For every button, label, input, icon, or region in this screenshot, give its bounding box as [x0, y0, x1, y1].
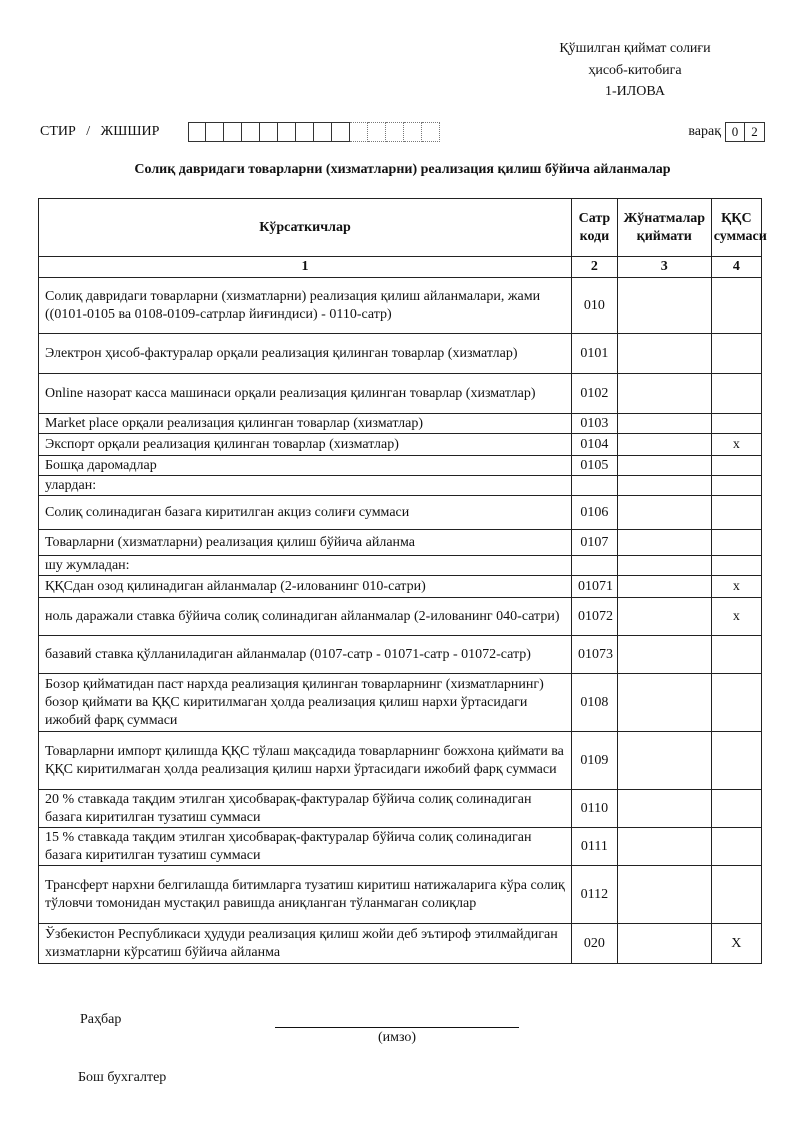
stir-digit-box[interactable]: [332, 122, 350, 142]
row-indicator: 20 % ставкада тақдим этилган ҳисобварақ-фактуралар бўйича солиқ солинадиган базага киритилган тузатиш суммаси: [39, 790, 572, 828]
table-row: [39, 790, 762, 828]
row-code: 0102: [571, 374, 617, 414]
row-vat-cell[interactable]: x: [711, 576, 761, 598]
row-code: 0105: [571, 456, 617, 476]
row-vat-cell[interactable]: [711, 496, 761, 530]
row-indicator: Электрон ҳисоб-фактуралар орқали реализация қилинган товарлар (хизматлар): [39, 334, 572, 374]
table-row: [39, 476, 762, 496]
stir-row: [40, 122, 765, 144]
row-indicator: ҚҚСдан озод қилинадиган айланмалар (2-илованинг 010-сатри): [39, 576, 572, 598]
sheet-digit-1[interactable]: 0: [725, 122, 745, 142]
row-vat-cell[interactable]: [711, 374, 761, 414]
row-vat-cell[interactable]: [711, 674, 761, 732]
table-row: [39, 456, 762, 476]
row-vat-cell[interactable]: x: [711, 598, 761, 636]
header-indicators: Кўрсаткичлар: [39, 199, 572, 257]
page-title: Солиқ давридаги товарларни (хизматларни) реализация қилиш бўйича айланмалар: [134, 162, 671, 177]
row-vat-cell[interactable]: X: [711, 924, 761, 964]
stir-digit-box[interactable]: [260, 122, 278, 142]
row-indicator: 15 % ставкада тақдим этилган ҳисобварақ-фактуралар бўйича солиқ солинадиган базага киритилган тузатиш суммаси: [39, 828, 572, 866]
row-total-value-cell[interactable]: [617, 674, 711, 732]
row-vat-cell[interactable]: [711, 732, 761, 790]
stir-digit-box[interactable]: [314, 122, 332, 142]
row-total-value-cell[interactable]: [617, 636, 711, 674]
row-total-value-cell[interactable]: [617, 732, 711, 790]
row-indicator: Market place орқали реализация қилинган товарлар (хизматлар): [39, 414, 572, 434]
row-vat-cell[interactable]: [711, 790, 761, 828]
row-total-value-cell[interactable]: [617, 278, 711, 334]
row-vat-cell[interactable]: [711, 636, 761, 674]
row-vat-cell[interactable]: [711, 456, 761, 476]
table-row: [39, 334, 762, 374]
head-signatory-label: Раҳбар: [80, 1012, 122, 1027]
row-total-value-cell[interactable]: [617, 598, 711, 636]
table-row: [39, 636, 762, 674]
table-row: [39, 530, 762, 556]
row-code: 0107: [571, 530, 617, 556]
table-row: [39, 414, 762, 434]
column-number: 1: [39, 257, 572, 278]
row-code: 020: [571, 924, 617, 964]
row-indicator: ноль даражали ставка бўйича солиқ солинадиган айланмалар (2-илованинг 040-сатри): [39, 598, 572, 636]
row-indicator: Ўзбекистон Республикаси ҳудуди реализация қилиш жойи деб эътироф этилмайдиган хизматларни кўрсатиш бўйича айланма: [39, 924, 572, 964]
stir-digit-box[interactable]: [242, 122, 260, 142]
row-total-value-cell[interactable]: [617, 866, 711, 924]
row-indicator: Экспорт орқали реализация қилинган товарлар (хизматлар): [39, 434, 572, 456]
stir-digit-box[interactable]: [188, 122, 206, 142]
column-number: 2: [571, 257, 617, 278]
row-indicator: Солиқ давридаги товарларни (хизматларни) реализация қилиш айланмалари, жами ((0101-0105 ва 0108-0109-сатрлар йиғиндиси) - 0110-сатр): [39, 278, 572, 334]
stir-input-boxes[interactable]: [188, 122, 440, 142]
stir-digit-box[interactable]: [206, 122, 224, 142]
row-code: 0109: [571, 732, 617, 790]
table-row: [39, 732, 762, 790]
row-indicator: Солиқ солинадиган базага киритилган акциз солиғи суммаси: [39, 496, 572, 530]
row-code: 0106: [571, 496, 617, 530]
stir-label: СТИР / ЖШШИР: [40, 124, 160, 139]
row-code: 0112: [571, 866, 617, 924]
jshshir-digit-box[interactable]: [422, 122, 440, 142]
table-row: [39, 828, 762, 866]
row-indicator: базавий ставка қўлланиладиган айланмалар (0107-сатр - 01071-сатр - 01072-сатр): [39, 636, 572, 674]
jshshir-digit-box[interactable]: [368, 122, 386, 142]
stir-digit-box[interactable]: [224, 122, 242, 142]
row-total-value-cell[interactable]: [617, 434, 711, 456]
row-indicator: шу жумладан:: [39, 556, 572, 576]
stir-digit-box[interactable]: [296, 122, 314, 142]
table-row: [39, 576, 762, 598]
row-total-value-cell[interactable]: [617, 790, 711, 828]
annex-header-line3: 1-ИЛОВА: [605, 84, 665, 99]
row-code: 0101: [571, 334, 617, 374]
header-code: Сатр коди: [571, 199, 617, 257]
row-total-value-cell[interactable]: [617, 496, 711, 530]
row-code: 0108: [571, 674, 617, 732]
sheet-digit-2[interactable]: 2: [745, 122, 765, 142]
row-code: 010: [571, 278, 617, 334]
row-indicator: Бошқа даромадлар: [39, 456, 572, 476]
table-row: [39, 434, 762, 456]
table-row: [39, 598, 762, 636]
column-number: 3: [617, 257, 711, 278]
row-total-value-cell[interactable]: [617, 530, 711, 556]
row-total-value-cell[interactable]: [617, 476, 711, 496]
row-vat-cell[interactable]: [711, 866, 761, 924]
column-number: 4: [711, 257, 761, 278]
row-vat-cell[interactable]: [711, 334, 761, 374]
row-indicator: Товарларни (хизматларни) реализация қилиш бўйича айланма: [39, 530, 572, 556]
table-row: [39, 924, 762, 964]
row-indicator: Трансферт нархни белгилашда битимларга тузатиш киритиш натижаларига кўра солиқ тўловчи томонидан мустақил равишда аниқланган тўланмаган солиқлар: [39, 866, 572, 924]
annex-header-line1: Қўшилган қиймат солиғи: [559, 41, 711, 56]
table-row: [39, 674, 762, 732]
table-row: [39, 866, 762, 924]
row-code: [571, 476, 617, 496]
row-code: 0111: [571, 828, 617, 866]
row-indicator: Online назорат касса машинаси орқали реализация қилинган товарлар (хизматлар): [39, 374, 572, 414]
row-vat-cell[interactable]: [711, 476, 761, 496]
table-row: [39, 496, 762, 530]
table-row: [39, 374, 762, 414]
row-vat-cell[interactable]: [711, 414, 761, 434]
table-row: [39, 278, 762, 334]
row-vat-cell[interactable]: [711, 556, 761, 576]
row-total-value-cell[interactable]: [617, 828, 711, 866]
signature-line[interactable]: [275, 1027, 519, 1028]
row-vat-cell[interactable]: x: [711, 434, 761, 456]
row-indicator: улардан:: [39, 476, 572, 496]
row-total-value-cell[interactable]: [617, 374, 711, 414]
row-code: 0103: [571, 414, 617, 434]
jshshir-digit-box[interactable]: [350, 122, 368, 142]
row-vat-cell[interactable]: [711, 530, 761, 556]
row-code: 01072: [571, 598, 617, 636]
row-vat-cell[interactable]: [711, 828, 761, 866]
row-code: 0104: [571, 434, 617, 456]
row-indicator: Товарларни импорт қилишда ҚҚС тўлаш мақсадида товарларнинг божхона қиймати ва ҚҚС киритилмаган ҳолда реализация қилиш нархи ўртасидаги ижобий фарқ суммаси: [39, 732, 572, 790]
table-row: [39, 556, 762, 576]
jshshir-digit-box[interactable]: [404, 122, 422, 142]
row-total-value-cell[interactable]: [617, 456, 711, 476]
turnover-table: [38, 198, 767, 964]
row-code: [571, 556, 617, 576]
row-code: 01071: [571, 576, 617, 598]
row-total-value-cell[interactable]: [617, 414, 711, 434]
header-total-value: Жўнатмалар қиймати: [617, 199, 711, 257]
row-total-value-cell[interactable]: [617, 334, 711, 374]
row-total-value-cell[interactable]: [617, 556, 711, 576]
jshshir-digit-box[interactable]: [386, 122, 404, 142]
chief-accountant-label: Бош бухгалтер: [78, 1070, 167, 1085]
row-total-value-cell[interactable]: [617, 924, 711, 964]
signature-caption: (имзо): [377, 1030, 417, 1045]
row-code: 0110: [571, 790, 617, 828]
sheet-label: варақ: [688, 124, 721, 139]
stir-digit-box[interactable]: [278, 122, 296, 142]
row-vat-cell[interactable]: [711, 278, 761, 334]
header-vat-amount: ҚҚС суммаси: [711, 199, 761, 257]
row-indicator: Бозор қийматидан паст нархда реализация қилинган товарларнинг (хизматларнинг) бозор қиймати ва ҚҚС киритилмаган ҳолда реализация қилиш нархи ўртасидаги ижобий фарқ суммаси: [39, 674, 572, 732]
sheet-number: [688, 122, 765, 142]
row-total-value-cell[interactable]: [617, 576, 711, 598]
annex-header-line2: ҳисоб-китобига: [588, 63, 682, 78]
row-code: 01073: [571, 636, 617, 674]
